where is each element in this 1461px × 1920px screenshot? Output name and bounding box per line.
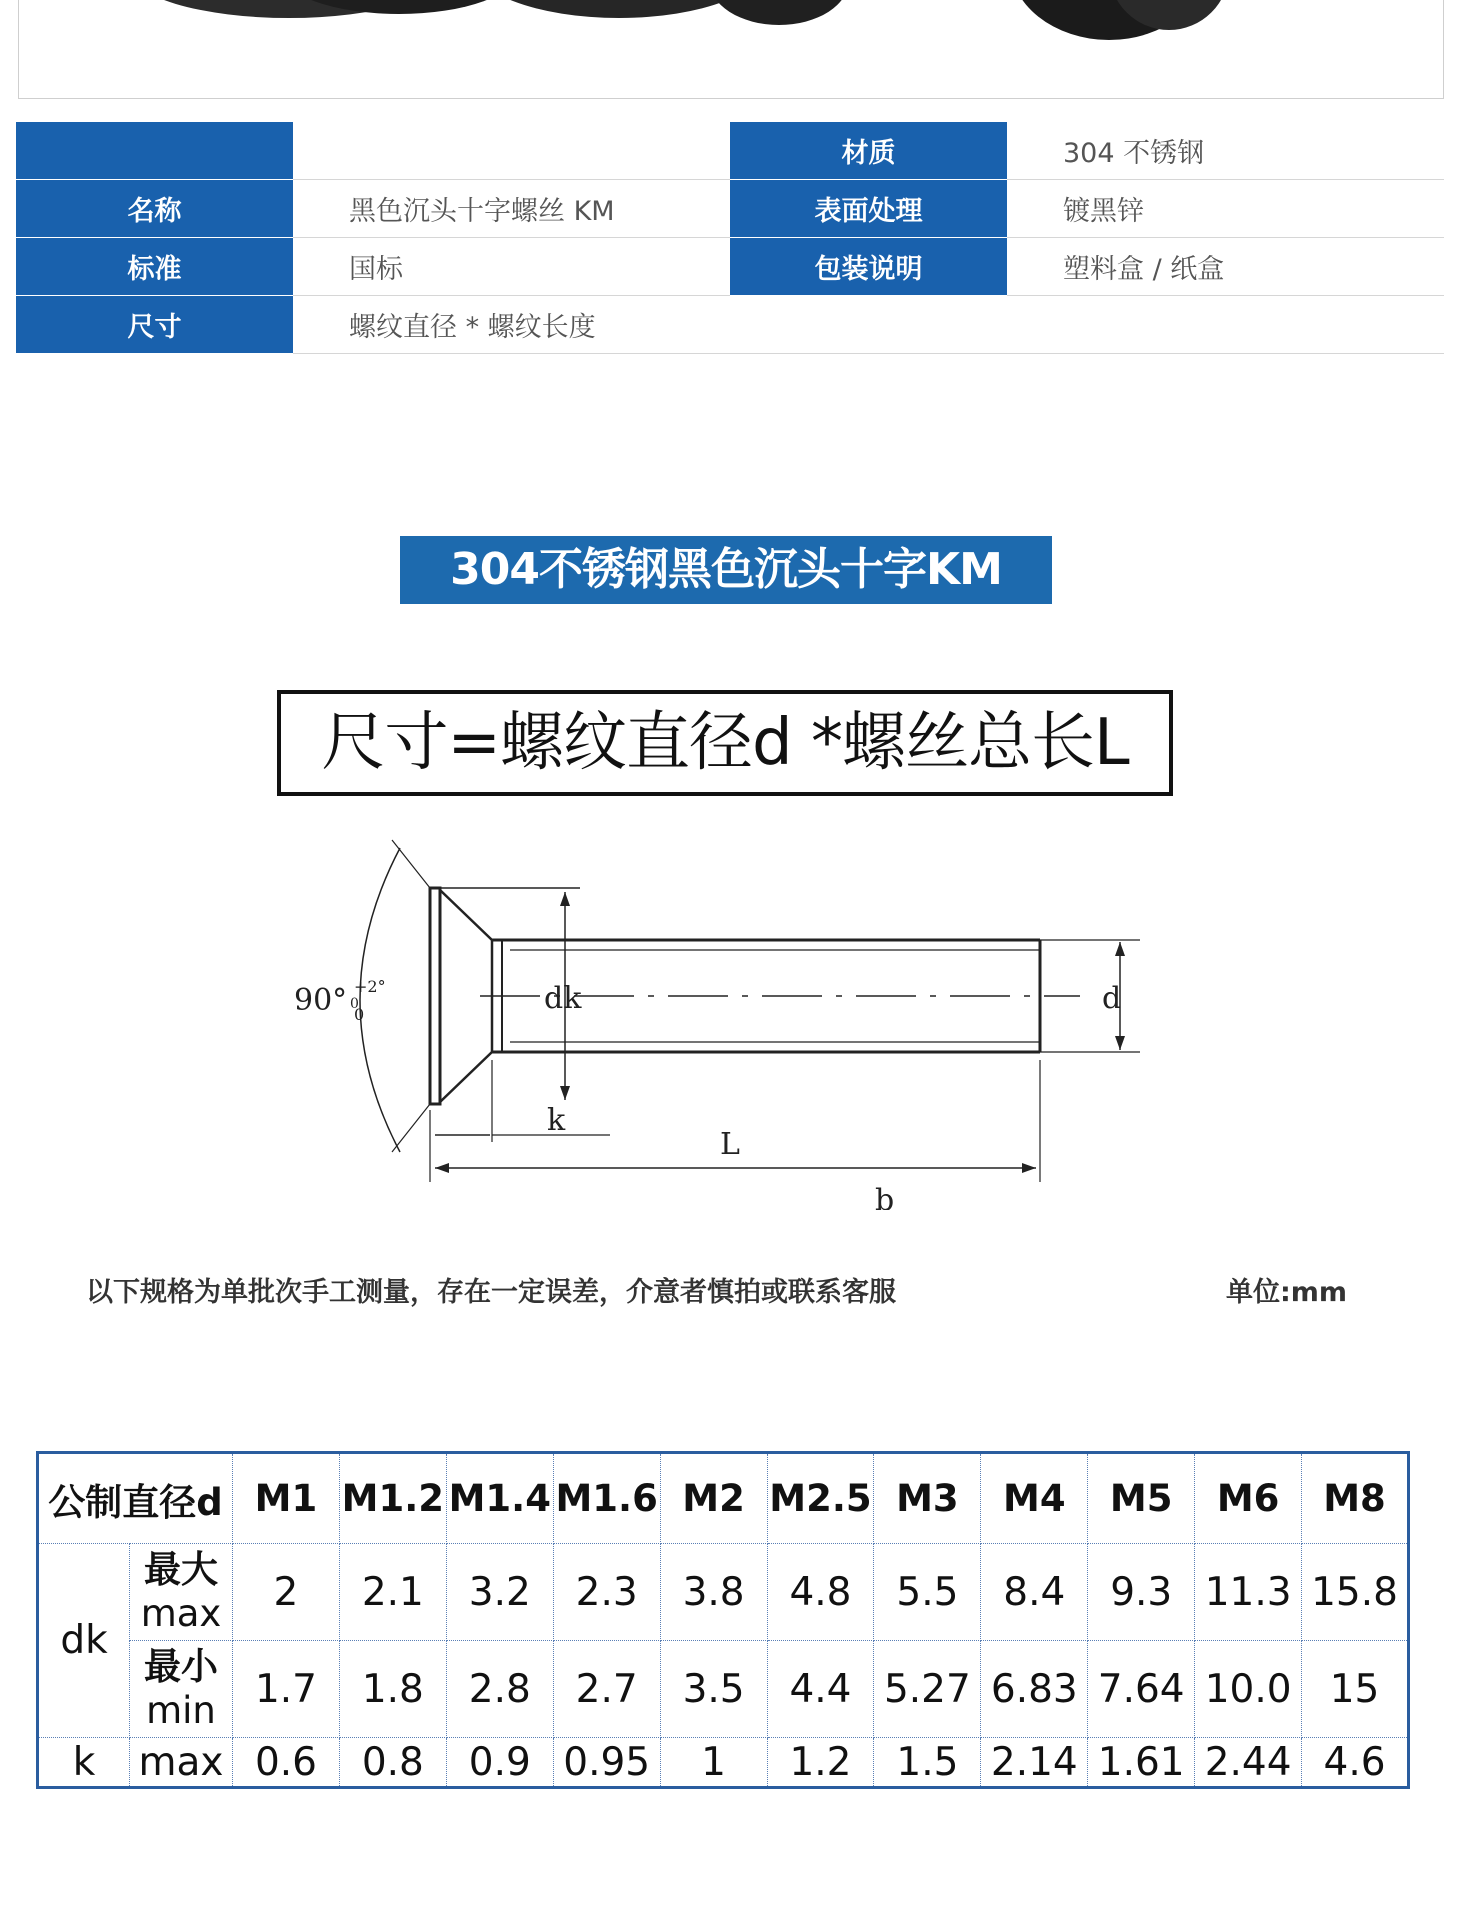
b-label: b bbox=[875, 1183, 895, 1210]
dk-min-cell: 2.8 bbox=[446, 1641, 553, 1738]
dk-row-label: dk bbox=[38, 1544, 130, 1738]
min-en-label: min bbox=[146, 1689, 216, 1732]
dk-max-row bbox=[38, 1544, 1409, 1641]
k-max-cell: 2.44 bbox=[1195, 1738, 1302, 1788]
max-cn-label: 最大 bbox=[144, 1548, 218, 1591]
spec-table bbox=[16, 122, 1444, 354]
dk-min-label bbox=[130, 1641, 233, 1738]
spec-key-finish: 表面处理 bbox=[730, 180, 1007, 238]
k-max-cell: 2.14 bbox=[981, 1738, 1088, 1788]
size-header-cell: M5 bbox=[1088, 1453, 1195, 1544]
spec-key-standard: 标准 bbox=[16, 238, 293, 296]
spec-value bbox=[293, 122, 730, 180]
k-max-label: max bbox=[130, 1738, 233, 1788]
screw-photo-image bbox=[19, 0, 1443, 98]
dk-max-cell: 2.1 bbox=[339, 1544, 446, 1641]
screw-diagram bbox=[280, 830, 1160, 1210]
dk-min-cell: 1.8 bbox=[339, 1641, 446, 1738]
dk-max-cell: 2 bbox=[233, 1544, 340, 1641]
spec-value-finish: 镀黑锌 bbox=[1007, 180, 1444, 238]
dk-min-cell: 5.27 bbox=[874, 1641, 981, 1738]
dk-min-row bbox=[38, 1641, 1409, 1738]
size-header-cell: M2 bbox=[660, 1453, 767, 1544]
spec-key-packaging: 包装说明 bbox=[730, 238, 1007, 296]
size-formula: 尺寸=螺纹直径d *螺丝总长L bbox=[277, 690, 1173, 796]
k-max-cell: 1 bbox=[660, 1738, 767, 1788]
dk-min-cell: 4.4 bbox=[767, 1641, 874, 1738]
dk-min-cell: 6.83 bbox=[981, 1641, 1088, 1738]
spec-value-standard: 国标 bbox=[293, 238, 730, 296]
size-header-cell: M6 bbox=[1195, 1453, 1302, 1544]
size-header-cell: M1.6 bbox=[553, 1453, 660, 1544]
measurement-note: 以下规格为单批次手工测量，存在一定误差，介意者慎拍或联系客服 bbox=[86, 1277, 896, 1308]
spec-value-size: 螺纹直径 * 螺纹长度 bbox=[293, 296, 1444, 354]
dimension-header-row bbox=[38, 1453, 1409, 1544]
min-cn-label: 最小 bbox=[144, 1645, 218, 1688]
size-header-cell: M2.5 bbox=[767, 1453, 874, 1544]
spec-key-material: 材质 bbox=[730, 122, 1007, 180]
dk-max-cell: 11.3 bbox=[1195, 1544, 1302, 1641]
spec-row bbox=[16, 122, 1444, 180]
spec-row bbox=[16, 296, 1444, 354]
size-header-cell: M1 bbox=[233, 1453, 340, 1544]
dk-max-cell: 9.3 bbox=[1088, 1544, 1195, 1641]
spec-row bbox=[16, 238, 1444, 296]
angle-tol-plus: +2° bbox=[354, 977, 386, 996]
dk-min-cell: 1.7 bbox=[233, 1641, 340, 1738]
k-max-cell: 4.6 bbox=[1302, 1738, 1409, 1788]
unit-label: 单位:mm bbox=[1226, 1277, 1348, 1308]
k-row-label: k bbox=[38, 1738, 130, 1788]
size-header-cell: M3 bbox=[874, 1453, 981, 1544]
size-header-cell: M4 bbox=[981, 1453, 1088, 1544]
k-max-row bbox=[38, 1738, 1409, 1788]
k-max-cell: 1.61 bbox=[1088, 1738, 1195, 1788]
dk-max-cell: 4.8 bbox=[767, 1544, 874, 1641]
dk-max-cell: 5.5 bbox=[874, 1544, 981, 1641]
dk-label: dk bbox=[544, 981, 582, 1016]
max-en-label: max bbox=[140, 1592, 222, 1635]
k-max-cell: 1.5 bbox=[874, 1738, 981, 1788]
angle-label: 90° bbox=[294, 983, 348, 1018]
k-label: k bbox=[547, 1103, 566, 1138]
dimension-table bbox=[36, 1451, 1410, 1789]
spec-key-name: 名称 bbox=[16, 180, 293, 238]
k-max-cell: 0.95 bbox=[553, 1738, 660, 1788]
k-max-cell: 1.2 bbox=[767, 1738, 874, 1788]
size-header-cell: M8 bbox=[1302, 1453, 1409, 1544]
d-label: d bbox=[1102, 981, 1122, 1016]
dk-min-cell: 2.7 bbox=[553, 1641, 660, 1738]
dk-min-cell: 7.64 bbox=[1088, 1641, 1195, 1738]
metric-diameter-header: 公制直径d bbox=[38, 1453, 233, 1544]
k-max-cell: 0.9 bbox=[446, 1738, 553, 1788]
spec-row bbox=[16, 180, 1444, 238]
L-label: L bbox=[720, 1127, 740, 1162]
size-header-cell: M1.2 bbox=[339, 1453, 446, 1544]
dk-min-cell: 15 bbox=[1302, 1641, 1409, 1738]
dk-max-cell: 15.8 bbox=[1302, 1544, 1409, 1641]
screw-head-outline bbox=[430, 888, 440, 1104]
k-max-cell: 0.6 bbox=[233, 1738, 340, 1788]
angle-tol-zero: 0 bbox=[350, 996, 359, 1012]
dk-max-cell: 8.4 bbox=[981, 1544, 1088, 1641]
dk-min-cell: 3.5 bbox=[660, 1641, 767, 1738]
dk-max-cell: 3.2 bbox=[446, 1544, 553, 1641]
dk-max-cell: 3.8 bbox=[660, 1544, 767, 1641]
product-banner: 304不锈钢黑色沉头十字KM bbox=[400, 536, 1052, 604]
spec-value-packaging: 塑料盒 / 纸盒 bbox=[1007, 238, 1444, 296]
spec-key bbox=[16, 122, 293, 180]
k-max-cell: 0.8 bbox=[339, 1738, 446, 1788]
spec-value-material: 304 不锈钢 bbox=[1007, 122, 1444, 180]
spec-value-name: 黑色沉头十字螺丝 KM bbox=[293, 180, 730, 238]
dk-min-cell: 10.0 bbox=[1195, 1641, 1302, 1738]
size-header-cell: M1.4 bbox=[446, 1453, 553, 1544]
dk-max-cell: 2.3 bbox=[553, 1544, 660, 1641]
screw-drawing bbox=[280, 830, 1160, 1210]
spec-key-size: 尺寸 bbox=[16, 296, 293, 354]
product-photo bbox=[18, 0, 1444, 99]
angle-tol-sub: 0 bbox=[354, 1005, 365, 1024]
dk-max-label bbox=[130, 1544, 233, 1641]
